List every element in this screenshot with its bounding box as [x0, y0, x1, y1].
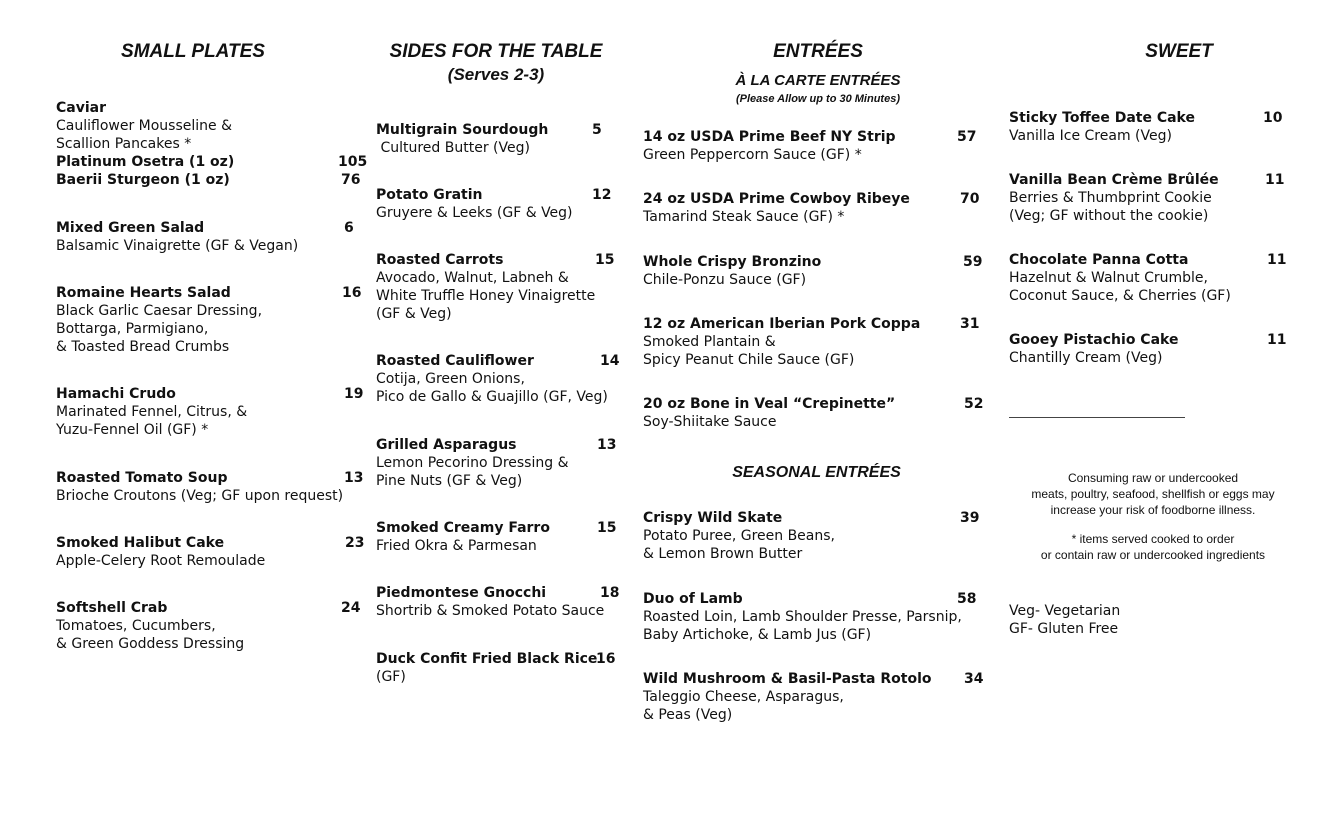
item-name: Duo of Lamb	[643, 591, 743, 607]
item-price: 24	[341, 600, 361, 616]
menu-item	[56, 219, 366, 255]
item-name: Roasted Tomato Soup	[56, 470, 228, 486]
item-price: 6	[344, 220, 354, 236]
asterisk-note	[1009, 531, 1297, 563]
sides-subheading: (Serves 2-3)	[447, 65, 545, 84]
item-desc: Cauliflower Mousseline &	[56, 118, 233, 134]
item-name: 14 oz USDA Prime Beef NY Strip	[643, 129, 896, 145]
item-price: 15	[595, 252, 615, 268]
item-name: Crispy Wild Skate	[643, 510, 783, 526]
item-desc: Baby Artichoke, & Lamb Jus (GF)	[643, 627, 872, 643]
item-desc: Spicy Peanut Chile Sauce (GF)	[643, 352, 855, 368]
item-desc: Gruyere & Leeks (GF & Veg)	[376, 205, 573, 221]
item-price: 12	[592, 187, 612, 203]
divider-line	[1009, 417, 1185, 418]
item-price: 16	[342, 285, 362, 301]
item-price: 31	[960, 316, 980, 332]
small-plates-heading: SMALL PLATES	[121, 41, 265, 62]
menu-item	[376, 584, 620, 620]
item-price: 70	[960, 191, 980, 207]
menu-item	[643, 190, 983, 226]
item-desc: Chile-Ponzu Sauce (GF)	[643, 272, 807, 288]
legend-veg: Veg- Vegetarian	[1009, 603, 1121, 619]
menu-item	[56, 284, 366, 356]
item-desc: (GF)	[376, 669, 406, 685]
item-desc: & Toasted Bread Crumbs	[56, 339, 230, 355]
item-name: Romaine Hearts Salad	[56, 285, 231, 301]
sides-heading: SIDES FOR THE TABLE	[389, 41, 603, 62]
item-desc: Apple-Celery Root Remoulade	[56, 553, 266, 569]
item-name: Roasted Cauliflower	[376, 353, 534, 369]
item-price: 13	[597, 437, 617, 453]
item-desc: Soy-Shiitake Sauce	[643, 414, 777, 430]
menu-item	[1009, 171, 1299, 225]
item-name: Sticky Toffee Date Cake	[1009, 110, 1195, 126]
item-desc: Coconut Sauce, & Cherries (GF)	[1009, 288, 1231, 304]
item-desc: Bottarga, Parmigiano,	[56, 321, 209, 337]
item-price: 15	[597, 520, 617, 536]
item-name: Piedmontese Gnocchi	[376, 585, 547, 601]
item-desc: Shortrib & Smoked Potato Sauce	[376, 603, 605, 619]
item-desc: Fried Okra & Parmesan	[376, 538, 537, 554]
legend-gf: GF- Gluten Free	[1009, 621, 1119, 637]
caviar-option-price: 105	[338, 154, 368, 170]
item-name: Duck Confit Fried Black Rice	[376, 651, 598, 667]
item-name: Wild Mushroom & Basil-Pasta Rotolo	[643, 671, 932, 687]
item-price: 11	[1265, 172, 1285, 188]
menu-item	[643, 670, 983, 724]
caviar-option-name: Platinum Osetra (1 oz)	[56, 154, 235, 170]
item-price: 23	[345, 535, 365, 551]
item-desc: Roasted Loin, Lamb Shoulder Presse, Parsnip,	[643, 609, 962, 625]
menu-item	[56, 469, 366, 505]
entrees-heading: ENTRÉES	[773, 41, 863, 62]
menu-item	[56, 385, 366, 439]
menu-item	[376, 436, 616, 490]
item-name: Hamachi Crudo	[56, 386, 176, 402]
item-desc: Vanilla Ice Cream (Veg)	[1009, 128, 1172, 144]
item-desc: Yuzu-Fennel Oil (GF) *	[56, 422, 209, 438]
item-name: Smoked Creamy Farro	[376, 520, 550, 536]
menu-item	[376, 186, 616, 222]
disclaimer-line: increase your risk of foodborne illness.	[1050, 503, 1256, 517]
item-desc: Lemon Pecorino Dressing &	[376, 455, 569, 471]
item-name: 24 oz USDA Prime Cowboy Ribeye	[643, 191, 910, 207]
item-desc: Pico de Gallo & Guajillo (GF, Veg)	[376, 389, 608, 405]
item-price: 39	[960, 510, 980, 526]
item-desc: Chantilly Cream (Veg)	[1009, 350, 1163, 366]
item-desc: Berries & Thumbprint Cookie	[1009, 190, 1212, 206]
item-desc: Scallion Pancakes *	[56, 136, 192, 152]
item-name: Potato Gratin	[376, 187, 483, 203]
item-desc: Brioche Croutons (Veg; GF upon request)	[56, 488, 344, 504]
item-name: 20 oz Bone in Veal “Crepinette”	[643, 396, 896, 412]
sweet-column	[1009, 0, 1309, 816]
menu-item	[376, 251, 616, 323]
menu-item	[1009, 109, 1299, 145]
item-desc: (Veg; GF without the cookie)	[1009, 208, 1209, 224]
item-name: Vanilla Bean Crème Brûlée	[1009, 172, 1219, 188]
disclaimer-line: meats, poultry, seafood, shellfish or eggs may	[1031, 487, 1275, 501]
menu-item	[1009, 251, 1299, 305]
dietary-legend	[1009, 602, 1120, 638]
item-name: Smoked Halibut Cake	[56, 535, 225, 551]
item-price: 59	[963, 254, 983, 270]
item-desc: Tamarind Steak Sauce (GF) *	[643, 209, 845, 225]
item-desc: & Peas (Veg)	[643, 707, 733, 723]
item-name: Grilled Asparagus	[376, 437, 517, 453]
item-price: 58	[957, 591, 977, 607]
sides-column	[376, 0, 626, 816]
menu-item	[643, 509, 983, 563]
item-name: Gooey Pistachio Cake	[1009, 332, 1179, 348]
foodborne-disclaimer	[1009, 470, 1297, 518]
item-desc: Smoked Plantain &	[643, 334, 776, 350]
item-price: 10	[1263, 110, 1283, 126]
entrees-column	[643, 0, 993, 816]
menu-item	[1009, 331, 1299, 367]
item-price: 11	[1267, 332, 1287, 348]
menu-item	[376, 352, 620, 406]
item-desc: Black Garlic Caesar Dressing,	[56, 303, 263, 319]
item-name: Multigrain Sourdough	[376, 122, 549, 138]
item-price: 34	[964, 671, 984, 687]
menu-item	[56, 599, 366, 653]
asterisk-note-line: * items served cooked to order	[1071, 532, 1235, 546]
item-desc: & Green Goddess Dressing	[56, 636, 245, 652]
item-desc: Cultured Butter (Veg)	[376, 140, 530, 156]
item-desc: Marinated Fennel, Citrus, &	[56, 404, 248, 420]
item-price: 5	[592, 122, 602, 138]
menu-item	[376, 121, 616, 157]
menu-item	[643, 315, 983, 369]
item-price: 13	[344, 470, 364, 486]
menu-item-caviar	[56, 99, 366, 189]
item-price: 18	[600, 585, 620, 601]
item-name: Whole Crispy Bronzino	[643, 254, 822, 270]
item-price: 57	[957, 129, 977, 145]
caviar-option-name: Baerii Sturgeon (1 oz)	[56, 172, 230, 188]
item-name: Chocolate Panna Cotta	[1009, 252, 1189, 268]
item-price: 11	[1267, 252, 1287, 268]
item-desc: Balsamic Vinaigrette (GF & Vegan)	[56, 238, 299, 254]
item-desc: Taleggio Cheese, Asparagus,	[643, 689, 844, 705]
item-desc: Pine Nuts (GF & Veg)	[376, 473, 523, 489]
item-price: 19	[344, 386, 364, 402]
disclaimer-line: Consuming raw or undercooked	[1067, 471, 1239, 485]
item-name: Mixed Green Salad	[56, 220, 205, 236]
item-price: 16	[596, 651, 616, 667]
item-desc: White Truffle Honey Vinaigrette	[376, 288, 596, 304]
menu-item	[376, 519, 616, 555]
item-name: Softshell Crab	[56, 600, 168, 616]
item-name: Caviar	[56, 100, 106, 116]
menu-item	[643, 253, 983, 289]
item-desc: Hazelnut & Walnut Crumble,	[1009, 270, 1208, 286]
seasonal-heading: SEASONAL ENTRÉES	[732, 464, 901, 481]
menu-item	[56, 534, 366, 570]
item-desc: & Lemon Brown Butter	[643, 546, 803, 562]
item-desc: Avocado, Walnut, Labneh &	[376, 270, 569, 286]
sweet-heading: SWEET	[1145, 41, 1213, 62]
alacarte-note: (Please Allow up to 30 Minutes)	[735, 93, 900, 105]
item-desc: Cotija, Green Onions,	[376, 371, 525, 387]
menu-item	[376, 650, 616, 686]
item-name: Roasted Carrots	[376, 252, 504, 268]
item-price: 14	[600, 353, 620, 369]
menu-item	[643, 590, 983, 644]
menu-item	[643, 128, 983, 164]
item-name: 12 oz American Iberian Pork Coppa	[643, 316, 921, 332]
caviar-option-price: 76	[341, 172, 361, 188]
item-desc: Tomatoes, Cucumbers,	[56, 618, 216, 634]
item-price: 52	[964, 396, 984, 412]
small-plates-column	[56, 0, 366, 816]
menu-item	[643, 395, 983, 431]
alacarte-heading: À LA CARTE ENTRÉES	[735, 72, 901, 89]
item-desc: Potato Puree, Green Beans,	[643, 528, 835, 544]
item-desc: Green Peppercorn Sauce (GF) *	[643, 147, 862, 163]
asterisk-note-line: or contain raw or undercooked ingredients	[1040, 548, 1266, 562]
item-desc: (GF & Veg)	[376, 306, 452, 322]
